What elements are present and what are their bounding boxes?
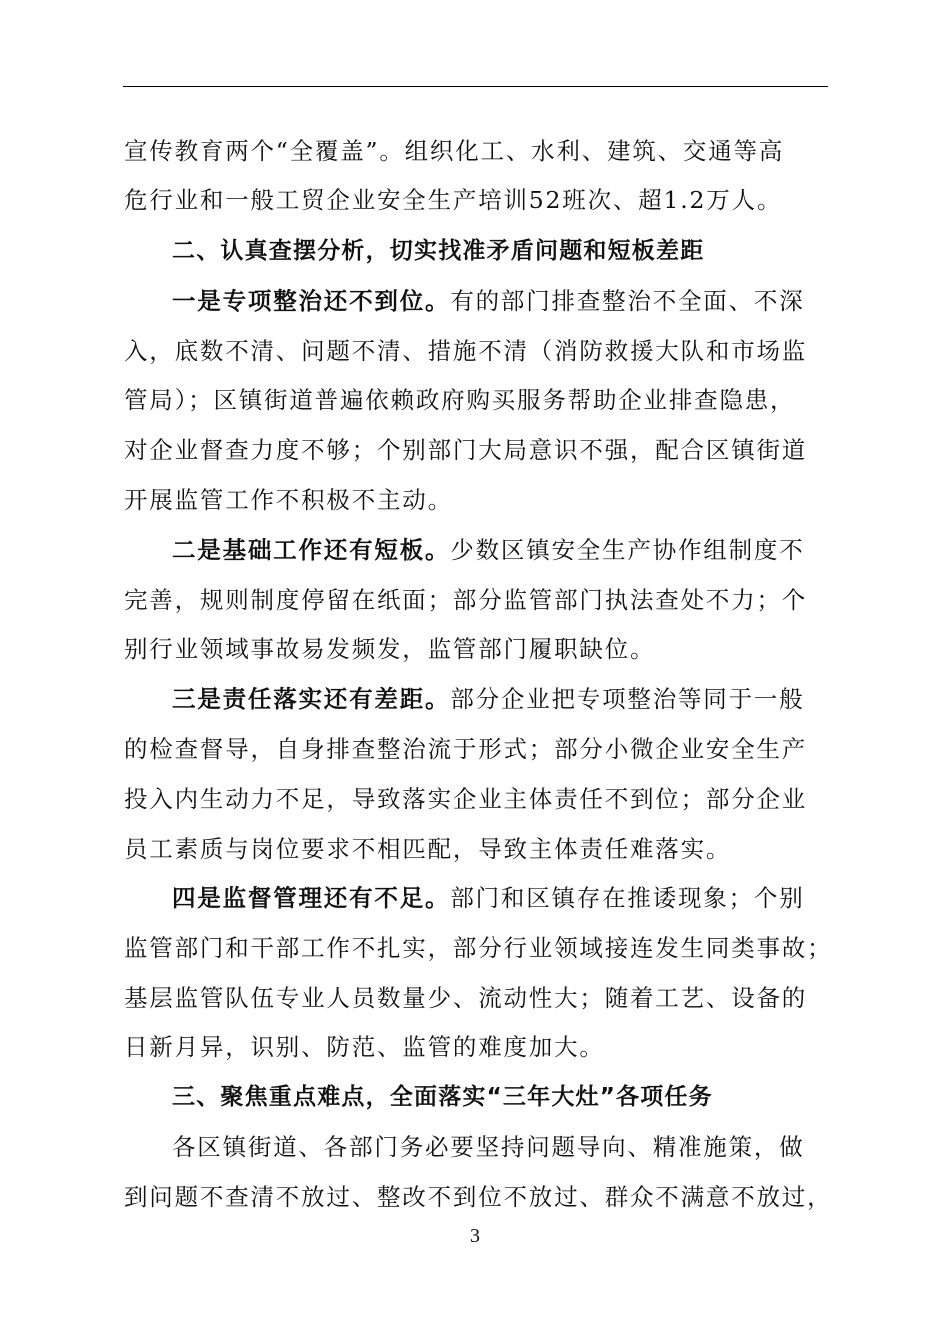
lead-phrase: 一是专项整治还不到位。 <box>172 287 451 315</box>
body-line <box>124 835 950 863</box>
body-line <box>124 386 950 414</box>
lead-phrase: 三是责任落实还有差距。 <box>172 685 451 713</box>
line-text: 投入内生动力不足，导致落实企业主体责任不到位；部分企业 <box>124 785 808 813</box>
line-text: 部门和区镇存在推诿现象；个别 <box>450 884 805 912</box>
lead-phrase: 四是监督管理还有不足。 <box>172 884 451 912</box>
body-line <box>124 137 950 165</box>
line-text: 到问题不查清不放过、整改不到位不放过、群众不满意不放过， <box>124 1183 833 1211</box>
section-heading <box>172 1086 950 1109</box>
paragraph-first-line <box>172 685 950 713</box>
page-number: 3 <box>470 1225 480 1247</box>
line-text: 有的部门排查整治不全面、不深 <box>450 287 805 315</box>
header-rule <box>123 86 828 87</box>
body-line <box>124 186 950 214</box>
line-text: 入，底数不清、问题不清、措施不清（消防救援大队和市场监 <box>124 337 808 365</box>
line-text: 各区镇街道、各部门务必要坚持问题导向、精准施策，做 <box>172 1133 805 1161</box>
body-line <box>124 635 950 663</box>
body-line <box>124 436 950 464</box>
line-text: 管局）；区镇街道普遍依赖政府购买服务帮助企业排查隐患， <box>124 386 796 414</box>
body-line <box>124 1183 950 1211</box>
body-line <box>124 586 950 614</box>
line-text: 基层监管队伍专业人员数量少、流动性大；随着工艺、设备的 <box>124 984 808 1012</box>
line-text: 监管部门和干部工作不扎实，部分行业领域接连发生同类事故； <box>124 934 833 962</box>
body-line <box>172 1133 950 1161</box>
body-line <box>124 1033 950 1061</box>
lead-phrase: 二是基础工作还有短板。 <box>172 536 451 564</box>
body-line <box>124 486 950 514</box>
heading-text: 二、认真查摆分析，切实找准矛盾问题和短板差距 <box>172 238 705 264</box>
body-line <box>124 785 950 813</box>
line-text: 员工素质与岗位要求不相匹配，导致主体责任难落实。 <box>124 835 732 863</box>
line-text: 的检查督导，自身排查整治流于形式；部分小微企业安全生产 <box>124 735 808 763</box>
line-text: 少数区镇安全生产协作组制度不 <box>450 536 805 564</box>
paragraph-first-line <box>172 536 950 564</box>
body-line <box>124 735 950 763</box>
body-line <box>124 337 950 365</box>
body-line <box>124 934 950 962</box>
line-text: 别行业领域事故易发频发，监管部门履职缺位。 <box>124 635 656 663</box>
heading-text: 三、聚焦重点难点，全面落实“三年大灶”各项任务 <box>172 1084 713 1110</box>
line-text: 对企业督查力度不够；个别部门大局意识不强，配合区镇街道 <box>124 436 808 464</box>
body-line <box>124 984 950 1012</box>
line-text: 日新月异，识别、防范、监管的难度加大。 <box>124 1033 605 1061</box>
section-heading <box>172 240 950 263</box>
line-text: 危行业和一般工贸企业安全生产培训52班次、超1.2万人。 <box>124 186 783 214</box>
line-text: 部分企业把专项整治等同于一般 <box>450 685 805 713</box>
paragraph-first-line <box>172 884 950 912</box>
line-text: 宣传教育两个“全覆盖”。组织化工、水利、建筑、交通等高 <box>124 137 785 165</box>
paragraph-first-line <box>172 287 950 315</box>
line-text: 完善，规则制度停留在纸面；部分监管部门执法查处不力；个 <box>124 586 808 614</box>
line-text: 开展监管工作不积极不主动。 <box>124 486 453 514</box>
